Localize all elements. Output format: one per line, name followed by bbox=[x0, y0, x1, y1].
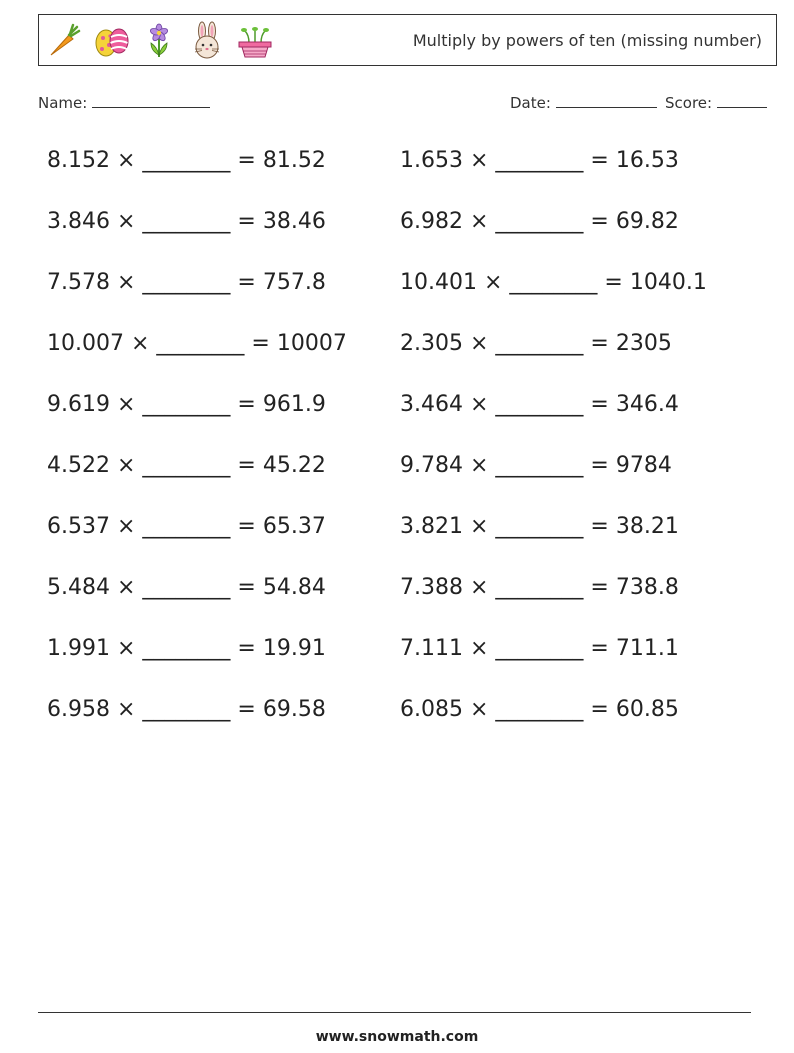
equals-sign: = bbox=[604, 270, 623, 295]
equals-sign: = bbox=[237, 575, 256, 600]
answer-blank[interactable]: ________ bbox=[495, 697, 584, 722]
problem-result: 69.82 bbox=[615, 209, 679, 234]
problem-result: 738.8 bbox=[615, 575, 679, 600]
score-label: Score: bbox=[665, 94, 713, 112]
times-sign: × bbox=[469, 636, 489, 661]
problem-result: 45.22 bbox=[262, 453, 326, 478]
problem-result: 60.85 bbox=[615, 697, 679, 722]
problem-item bbox=[400, 697, 679, 722]
answer-blank[interactable]: ________ bbox=[142, 270, 231, 295]
problem-item bbox=[400, 392, 679, 417]
problem-left-operand: 1.991 bbox=[47, 636, 110, 661]
problem-left-operand: 3.846 bbox=[47, 209, 110, 234]
answer-blank[interactable]: ________ bbox=[142, 392, 231, 417]
equals-sign: = bbox=[237, 514, 256, 539]
problem-item bbox=[47, 392, 326, 417]
name-blank-line[interactable] bbox=[92, 93, 210, 108]
score-field[interactable] bbox=[665, 93, 767, 112]
equals-sign: = bbox=[237, 697, 256, 722]
answer-blank[interactable]: ________ bbox=[495, 575, 584, 600]
footer-url: www.snowmath.com bbox=[315, 1029, 479, 1045]
answer-blank[interactable]: ________ bbox=[142, 697, 231, 722]
equals-sign: = bbox=[590, 697, 609, 722]
times-sign: × bbox=[469, 392, 489, 417]
problem-item bbox=[400, 331, 672, 356]
answer-blank[interactable]: ________ bbox=[495, 392, 584, 417]
problem-result: 38.46 bbox=[262, 209, 326, 234]
answer-blank[interactable]: ________ bbox=[156, 331, 245, 356]
problem-item bbox=[47, 148, 326, 173]
equals-sign: = bbox=[590, 575, 609, 600]
equals-sign: = bbox=[590, 148, 609, 173]
problem-left-operand: 3.821 bbox=[400, 514, 463, 539]
problem-item bbox=[400, 636, 679, 661]
problem-result: 65.37 bbox=[262, 514, 326, 539]
problem-result: 1040.1 bbox=[629, 270, 707, 295]
problem-left-operand: 5.484 bbox=[47, 575, 110, 600]
problem-item bbox=[47, 575, 326, 600]
problem-left-operand: 4.522 bbox=[47, 453, 110, 478]
problem-left-operand: 10.007 bbox=[47, 331, 124, 356]
times-sign: × bbox=[469, 453, 489, 478]
answer-blank[interactable]: ________ bbox=[509, 270, 598, 295]
equals-sign: = bbox=[237, 453, 256, 478]
problem-left-operand: 10.401 bbox=[400, 270, 477, 295]
problem-result: 69.58 bbox=[262, 697, 326, 722]
problem-item bbox=[47, 331, 347, 356]
problem-item bbox=[400, 270, 707, 295]
footer-divider bbox=[38, 1012, 751, 1013]
problem-item bbox=[400, 453, 672, 478]
answer-blank[interactable]: ________ bbox=[495, 331, 584, 356]
date-blank-line[interactable] bbox=[556, 93, 657, 108]
problem-item bbox=[47, 209, 326, 234]
times-sign: × bbox=[116, 575, 136, 600]
problem-left-operand: 6.982 bbox=[400, 209, 463, 234]
answer-blank[interactable]: ________ bbox=[495, 453, 584, 478]
problem-result: 10007 bbox=[276, 331, 347, 356]
equals-sign: = bbox=[590, 453, 609, 478]
flower-icon bbox=[139, 21, 179, 61]
equals-sign: = bbox=[590, 514, 609, 539]
answer-blank[interactable]: ________ bbox=[495, 209, 584, 234]
equals-sign: = bbox=[590, 392, 609, 417]
answer-blank[interactable]: ________ bbox=[142, 148, 231, 173]
problem-item bbox=[400, 514, 679, 539]
problem-left-operand: 1.653 bbox=[400, 148, 463, 173]
header-box bbox=[38, 14, 777, 66]
answer-blank[interactable]: ________ bbox=[142, 514, 231, 539]
times-sign: × bbox=[116, 697, 136, 722]
problem-item bbox=[47, 453, 326, 478]
answer-blank[interactable]: ________ bbox=[495, 636, 584, 661]
times-sign: × bbox=[116, 270, 136, 295]
bunny-icon bbox=[187, 21, 227, 61]
equals-sign: = bbox=[590, 636, 609, 661]
answer-blank[interactable]: ________ bbox=[142, 575, 231, 600]
equals-sign: = bbox=[590, 209, 609, 234]
problem-left-operand: 9.784 bbox=[400, 453, 463, 478]
problem-item bbox=[400, 209, 679, 234]
problem-result: 346.4 bbox=[615, 392, 679, 417]
problem-result: 38.21 bbox=[615, 514, 679, 539]
problem-result: 9784 bbox=[615, 453, 672, 478]
times-sign: × bbox=[116, 392, 136, 417]
equals-sign: = bbox=[251, 331, 270, 356]
equals-sign: = bbox=[237, 209, 256, 234]
problem-result: 757.8 bbox=[262, 270, 326, 295]
worksheet-title: Multiply by powers of ten (missing number) bbox=[412, 31, 762, 50]
easter-egg-icon bbox=[91, 21, 131, 61]
name-label: Name: bbox=[38, 94, 88, 112]
times-sign: × bbox=[469, 514, 489, 539]
equals-sign: = bbox=[237, 392, 256, 417]
carrot-icon bbox=[43, 21, 83, 61]
answer-blank[interactable]: ________ bbox=[142, 636, 231, 661]
answer-blank[interactable]: ________ bbox=[142, 453, 231, 478]
times-sign: × bbox=[469, 697, 489, 722]
problem-left-operand: 8.152 bbox=[47, 148, 110, 173]
problem-item bbox=[400, 575, 679, 600]
times-sign: × bbox=[116, 514, 136, 539]
problem-left-operand: 6.958 bbox=[47, 697, 110, 722]
problem-item bbox=[400, 148, 679, 173]
times-sign: × bbox=[469, 148, 489, 173]
answer-blank[interactable]: ________ bbox=[495, 514, 584, 539]
date-label: Date: bbox=[510, 94, 551, 112]
times-sign: × bbox=[116, 148, 136, 173]
problem-result: 2305 bbox=[615, 331, 672, 356]
problem-result: 54.84 bbox=[262, 575, 326, 600]
score-blank-line[interactable] bbox=[717, 93, 767, 108]
header-icons bbox=[43, 20, 275, 62]
equals-sign: = bbox=[237, 270, 256, 295]
problem-item bbox=[47, 697, 326, 722]
times-sign: × bbox=[116, 453, 136, 478]
problem-result: 16.53 bbox=[615, 148, 679, 173]
problem-left-operand: 3.464 bbox=[400, 392, 463, 417]
times-sign: × bbox=[469, 209, 489, 234]
name-field[interactable] bbox=[38, 93, 210, 112]
times-sign: × bbox=[469, 575, 489, 600]
problem-result: 19.91 bbox=[262, 636, 326, 661]
problem-left-operand: 6.085 bbox=[400, 697, 463, 722]
times-sign: × bbox=[130, 331, 150, 356]
problem-result: 81.52 bbox=[262, 148, 326, 173]
problem-result: 711.1 bbox=[615, 636, 679, 661]
answer-blank[interactable]: ________ bbox=[495, 148, 584, 173]
equals-sign: = bbox=[590, 331, 609, 356]
problem-left-operand: 6.537 bbox=[47, 514, 110, 539]
problem-left-operand: 7.578 bbox=[47, 270, 110, 295]
equals-sign: = bbox=[237, 636, 256, 661]
answer-blank[interactable]: ________ bbox=[142, 209, 231, 234]
times-sign: × bbox=[483, 270, 503, 295]
problem-item bbox=[47, 514, 326, 539]
times-sign: × bbox=[469, 331, 489, 356]
problem-left-operand: 2.305 bbox=[400, 331, 463, 356]
date-field[interactable] bbox=[510, 93, 657, 112]
problem-item bbox=[47, 270, 326, 295]
problem-left-operand: 9.619 bbox=[47, 392, 110, 417]
times-sign: × bbox=[116, 209, 136, 234]
sprout-pot-icon bbox=[235, 21, 275, 61]
problem-left-operand: 7.388 bbox=[400, 575, 463, 600]
problem-left-operand: 7.111 bbox=[400, 636, 463, 661]
times-sign: × bbox=[116, 636, 136, 661]
equals-sign: = bbox=[237, 148, 256, 173]
problem-result: 961.9 bbox=[262, 392, 326, 417]
problem-item bbox=[47, 636, 326, 661]
